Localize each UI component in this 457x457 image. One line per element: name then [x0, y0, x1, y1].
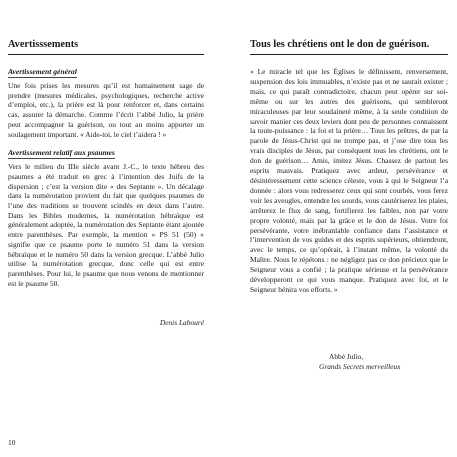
- page-title: Tous les chrétiens ont le don de guérison.: [250, 38, 448, 55]
- general-warning-paragraph: Une fois prises les mesures qu’il est humainement sage de prendre (mesures médicales, psychologiques, recherche active d’emploi, etc.), la prière est là pour renforcer et, dans certains cas, assurer la démarche. Comme l’écrit l’abbé Julio, la prière peut accompagner la guérison, ou tout au moins apporter un soulagement important. « Aide-toi, le ciel t’aidera ! »: [8, 81, 204, 139]
- psalms-warning-paragraph: Vers le milieu du IIIe siècle avant J.-C., le texte hébreu des psaumes a été traduit en grec à l’intention des Juifs de la dispersion ; c’est la version dite « des Septante ». Un décalage dans la numérotation provient du fait que quelques psaumes de l’une des traditions se trouvent scindés en deux dans l’autre. Dans les Bibles modernes, la numérotation hébraïque est généralement adoptée, la numérotation des Septante étant ajoutée entre parenthèses. Par exemple, la mention « PS 51 (50) » signifie que ce psaume porte le numéro 51 dans la version hébraïque et le numéro 50 dans la version grecque. L’abbé Julio utilise la numérotation grecque, donc celle qui est entre parenthèses. Pour lui, le psaume que nous venons de mentionner est le psaume 50.: [8, 162, 204, 288]
- section-heading-general: Avertissement général: [8, 67, 77, 76]
- page-number: 10: [8, 438, 16, 447]
- quote-paragraph: « Le miracle tel que les Églises le définissent, renversement, suspension des lois immuables, n’existe pas et ne saurait exister ; mais, ce qui paraît contradictoire, chacun peut opérer sur soi-même ou sur les autres des guérisons, qui sembleront miraculeuses par leur soudaineté même, à la seule condition de savoir manier ces deux leviers dont peu de personnes connaissent la toute-puissance : la foi et la prière… Tous les prêtres, de par la parole de Jésus-Christ qui ne trompe pas, et j’ose dire tous les vrais disciples de Jésus, par conséquent tous les chrétiens, ont le don de guérison… Amis, imitez Jésus. Chassez de partout les esprits mauvais. Pratiquez avec ardeur, persévérance et désintéressement cette science céleste, vous à qui le Seigneur l’a donnée : alors vous redresserez ceux qui sont courbés, vous ferez voir les aveugles, entendre les sourds, vous cautériserez les plaies, arrêterez le flux de sang, fortifierez les faibles, non par votre propre volonté, mais par la grâce et le don de Jésus. Votre foi persévérante, votre inébranlable confiance dans l’assistance et l’intervention de vos guides et des esprits supérieurs, obtiendront, avec le temps, ce qu’opérait, à l’instant même, la volonté du Maître. Nous le répétons : ne négligez pas ce don précieux que le Seigneur vous a confié ; la pratique sérieuse et la persévérance développeront ce qui vous manque. Pratiquez avec foi, et le Seigneur bénira vos efforts. »: [250, 67, 448, 294]
- page-title: Avertisssements: [8, 38, 204, 55]
- quote-source: Grands Secrets merveilleux: [319, 362, 401, 371]
- author-signature: Denis Labouré: [159, 318, 204, 328]
- quote-attribution: [319, 352, 449, 372]
- right-page: [250, 38, 448, 295]
- left-page: [8, 38, 204, 328]
- section-heading-psalms: Avertissement relatif aux psaumes: [8, 148, 115, 158]
- quote-author: Abbé Julio,: [329, 352, 364, 361]
